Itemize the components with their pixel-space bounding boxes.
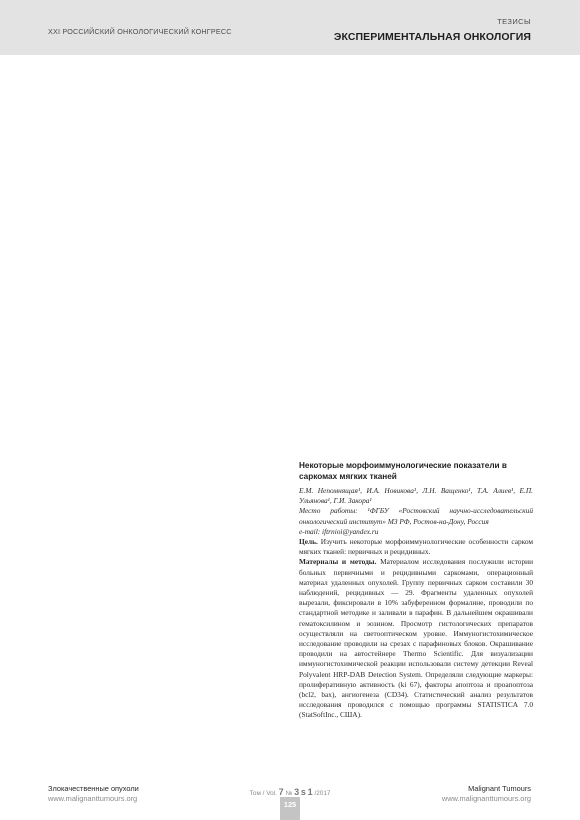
journal-name-ru: Злокачественные опухоли xyxy=(48,784,139,793)
article-authors: Е.М. Непомнящая¹, И.А. Новикова¹, Л.Н. Ващенко¹, Т.А. Алиев¹, Е.П. Ульянова¹, Г.И. Закора¹ xyxy=(299,486,533,506)
aim-label: Цель. xyxy=(299,537,318,547)
journal-url-en[interactable]: www.malignanttumours.org xyxy=(441,793,531,803)
aim-paragraph xyxy=(299,537,533,557)
issue-prefix: Том / Vol. xyxy=(249,790,277,797)
congress-title: XXI РОССИЙСКИЙ ОНКОЛОГИЧЕСКИЙ КОНГРЕСС xyxy=(48,27,232,36)
issue-no-label: № xyxy=(285,790,293,797)
footer-right xyxy=(442,784,531,803)
issue-year: /2017 xyxy=(314,790,331,797)
article-affiliation: Место работы: ¹ФГБУ «Ростовский научно-исследовательский онкологический институт» МЗ РФ, Ростов-на-Дону, Россия xyxy=(299,506,533,526)
supplement-letter: s xyxy=(300,787,306,797)
methods-text: Материалом исследования послужили истории больных первичными и рецидивными саркомами, операционный материал удаленных опухолей. Группу первичных сарком составили 30 наблюдений, рецидивных — 29. Фрагменты удаленных опухолей вырезали, фиксировали в 10% забуференном формалине, проводили по стандартной методике и заливали в парафин. В дальнейшем окрашивали гематоксилином и эозином. Просмотр гистологических препаратов осуществляли на светооптическом уровне. Иммуногистохимическое исследование проводили на срезах с парафиновых блоков. Окрашивание проводили на автостейнере Thermo Scientific. Для визуализации иммуногистохимической реакции использовали систему детекции Reveal Polyvalent HRP-DAB Detection System. Определяли следующие маркеры: пролиферативную активность (ki 67), факторы апоптоза и проапоптоза (bcl2, bax), ангиогенеза (CD34). Статистический анализ результатов исследования проводился с помощью программы STATISTICA 7.0 (StatSoftInc., США). xyxy=(299,557,534,720)
methods-paragraph xyxy=(299,557,533,720)
volume-number: 7 xyxy=(278,787,284,797)
article-abstract xyxy=(299,460,533,721)
aim-text: Изучить некоторые морфоиммунологические особенности сарком мягких тканей: первичных и рецидивных. xyxy=(299,537,533,557)
page-number: 125 xyxy=(283,800,297,809)
methods-label: Материалы и методы. xyxy=(299,557,377,567)
journal-url-ru[interactable]: www.malignanttumours.org xyxy=(48,793,138,803)
issue-number: 3 xyxy=(294,787,300,797)
journal-name-en: Malignant Tumours xyxy=(468,784,531,793)
article-email[interactable]: e-mail: iftrnioi@yandex.ru xyxy=(299,526,379,536)
theses-label: ТЕЗИСЫ xyxy=(497,17,531,26)
article-title: Некоторые морфоиммунологические показатели в саркомах мягких тканей xyxy=(299,461,507,481)
section-title: ЭКСПЕРИМЕНТАЛЬНАЯ ОНКОЛОГИЯ xyxy=(333,31,531,43)
supplement-number: 1 xyxy=(307,787,313,797)
